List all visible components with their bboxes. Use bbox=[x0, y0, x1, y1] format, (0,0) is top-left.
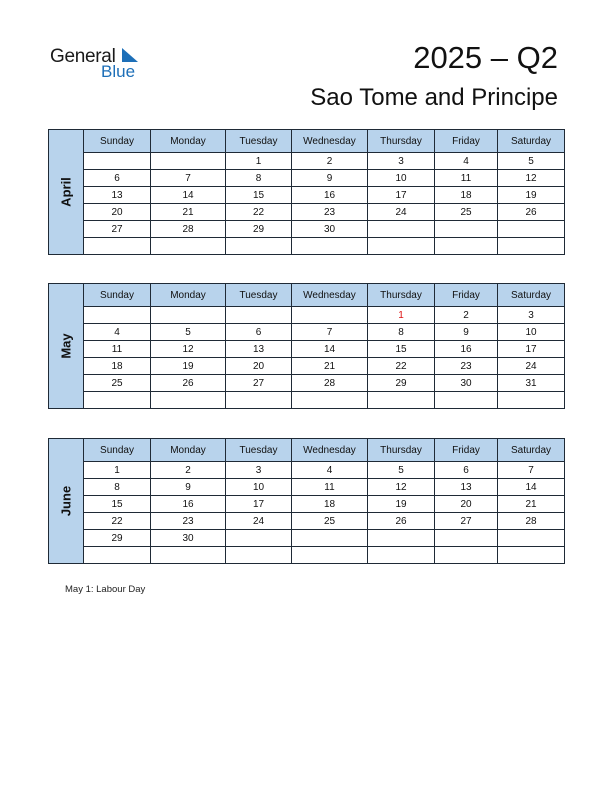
calendar-table bbox=[48, 283, 565, 409]
holiday-day-cell: 1 bbox=[368, 307, 435, 324]
day-cell: 27 bbox=[226, 375, 292, 392]
day-cell: 2 bbox=[435, 307, 498, 324]
week-row bbox=[49, 341, 565, 358]
day-cell: 12 bbox=[151, 341, 226, 358]
day-cell: 11 bbox=[435, 170, 498, 187]
day-cell: 19 bbox=[151, 358, 226, 375]
day-cell: 13 bbox=[435, 479, 498, 496]
weekday-header: Tuesday bbox=[226, 439, 292, 462]
week-row bbox=[49, 204, 565, 221]
day-cell: 28 bbox=[498, 513, 565, 530]
day-cell: 6 bbox=[226, 324, 292, 341]
day-cell: 13 bbox=[226, 341, 292, 358]
month-label bbox=[49, 130, 84, 255]
day-cell: 25 bbox=[292, 513, 368, 530]
day-cell: 31 bbox=[498, 375, 565, 392]
day-cell: 21 bbox=[151, 204, 226, 221]
calendar-table bbox=[48, 129, 565, 255]
day-cell bbox=[368, 221, 435, 238]
week-row bbox=[49, 547, 565, 564]
week-row bbox=[49, 513, 565, 530]
day-cell: 29 bbox=[84, 530, 151, 547]
day-cell: 14 bbox=[292, 341, 368, 358]
day-cell bbox=[435, 221, 498, 238]
day-cell bbox=[498, 392, 565, 409]
week-row bbox=[49, 530, 565, 547]
week-row bbox=[49, 358, 565, 375]
weekday-header: Sunday bbox=[84, 284, 151, 307]
weekday-header: Friday bbox=[435, 284, 498, 307]
day-cell: 27 bbox=[435, 513, 498, 530]
day-cell bbox=[151, 307, 226, 324]
weekday-header: Thursday bbox=[368, 284, 435, 307]
day-cell bbox=[151, 547, 226, 564]
day-cell: 20 bbox=[226, 358, 292, 375]
day-cell: 29 bbox=[226, 221, 292, 238]
day-cell: 8 bbox=[226, 170, 292, 187]
day-cell: 11 bbox=[292, 479, 368, 496]
day-cell bbox=[498, 547, 565, 564]
weekday-header: Saturday bbox=[498, 130, 565, 153]
week-row bbox=[49, 238, 565, 255]
day-cell bbox=[226, 307, 292, 324]
day-cell: 4 bbox=[292, 462, 368, 479]
day-cell: 6 bbox=[84, 170, 151, 187]
day-cell bbox=[84, 547, 151, 564]
day-cell bbox=[368, 530, 435, 547]
weekday-header: Sunday bbox=[84, 130, 151, 153]
day-cell bbox=[292, 307, 368, 324]
weekday-header: Monday bbox=[151, 130, 226, 153]
day-cell: 3 bbox=[368, 153, 435, 170]
week-row bbox=[49, 479, 565, 496]
week-row bbox=[49, 187, 565, 204]
day-cell: 1 bbox=[84, 462, 151, 479]
day-cell: 23 bbox=[292, 204, 368, 221]
month-label bbox=[49, 284, 84, 409]
day-cell: 26 bbox=[151, 375, 226, 392]
day-cell: 22 bbox=[368, 358, 435, 375]
day-cell: 10 bbox=[498, 324, 565, 341]
day-cell: 6 bbox=[435, 462, 498, 479]
day-cell: 24 bbox=[498, 358, 565, 375]
day-cell bbox=[368, 238, 435, 255]
page-title: 2025 – Q2 bbox=[413, 40, 558, 75]
day-cell bbox=[498, 221, 565, 238]
day-cell: 8 bbox=[368, 324, 435, 341]
day-cell: 4 bbox=[435, 153, 498, 170]
day-cell bbox=[151, 392, 226, 409]
day-cell bbox=[435, 530, 498, 547]
day-cell: 15 bbox=[368, 341, 435, 358]
week-row bbox=[49, 496, 565, 513]
logo-general-text: General bbox=[50, 46, 116, 67]
day-cell: 12 bbox=[368, 479, 435, 496]
weekday-header: Sunday bbox=[84, 439, 151, 462]
weekday-header: Friday bbox=[435, 130, 498, 153]
day-cell: 17 bbox=[368, 187, 435, 204]
day-cell bbox=[226, 547, 292, 564]
day-cell bbox=[151, 238, 226, 255]
weekday-header: Friday bbox=[435, 439, 498, 462]
day-cell bbox=[226, 530, 292, 547]
day-cell: 16 bbox=[151, 496, 226, 513]
day-cell: 14 bbox=[151, 187, 226, 204]
day-cell: 15 bbox=[84, 496, 151, 513]
day-cell: 28 bbox=[292, 375, 368, 392]
day-cell bbox=[368, 547, 435, 564]
week-row bbox=[49, 462, 565, 479]
day-cell: 3 bbox=[226, 462, 292, 479]
day-cell bbox=[226, 392, 292, 409]
day-cell: 14 bbox=[498, 479, 565, 496]
day-cell: 30 bbox=[151, 530, 226, 547]
week-row bbox=[49, 375, 565, 392]
day-cell: 2 bbox=[151, 462, 226, 479]
day-cell bbox=[292, 392, 368, 409]
day-cell bbox=[292, 547, 368, 564]
day-cell bbox=[498, 238, 565, 255]
country-name: Sao Tome and Principe bbox=[310, 84, 558, 111]
day-cell: 28 bbox=[151, 221, 226, 238]
logo-blue-text: Blue bbox=[101, 62, 136, 81]
day-cell: 24 bbox=[226, 513, 292, 530]
weekday-header: Tuesday bbox=[226, 284, 292, 307]
day-cell: 25 bbox=[84, 375, 151, 392]
day-cell: 22 bbox=[84, 513, 151, 530]
month-calendar bbox=[48, 283, 564, 409]
day-cell: 29 bbox=[368, 375, 435, 392]
weekday-header: Monday bbox=[151, 439, 226, 462]
day-cell bbox=[435, 547, 498, 564]
day-cell bbox=[226, 238, 292, 255]
month-name: April bbox=[58, 177, 74, 207]
day-cell: 30 bbox=[292, 221, 368, 238]
weekday-header: Saturday bbox=[498, 284, 565, 307]
day-cell bbox=[498, 530, 565, 547]
day-cell: 13 bbox=[84, 187, 151, 204]
day-cell: 9 bbox=[292, 170, 368, 187]
day-cell: 30 bbox=[435, 375, 498, 392]
day-cell: 7 bbox=[292, 324, 368, 341]
day-cell: 4 bbox=[84, 324, 151, 341]
weekday-header: Thursday bbox=[368, 439, 435, 462]
day-cell: 26 bbox=[498, 204, 565, 221]
day-cell: 23 bbox=[435, 358, 498, 375]
day-cell bbox=[368, 392, 435, 409]
day-cell bbox=[292, 530, 368, 547]
weekday-header: Saturday bbox=[498, 439, 565, 462]
day-cell bbox=[84, 392, 151, 409]
day-cell: 27 bbox=[84, 221, 151, 238]
day-cell: 24 bbox=[368, 204, 435, 221]
day-cell: 20 bbox=[84, 204, 151, 221]
day-cell: 26 bbox=[368, 513, 435, 530]
day-cell: 17 bbox=[226, 496, 292, 513]
day-cell bbox=[84, 153, 151, 170]
weekday-header: Monday bbox=[151, 284, 226, 307]
day-cell bbox=[435, 238, 498, 255]
day-cell: 9 bbox=[435, 324, 498, 341]
day-cell: 16 bbox=[292, 187, 368, 204]
day-cell: 5 bbox=[368, 462, 435, 479]
day-cell: 19 bbox=[498, 187, 565, 204]
day-cell: 25 bbox=[435, 204, 498, 221]
day-cell: 19 bbox=[368, 496, 435, 513]
month-calendar bbox=[48, 129, 564, 255]
calendar-table bbox=[48, 438, 565, 564]
day-cell bbox=[84, 307, 151, 324]
day-cell: 10 bbox=[226, 479, 292, 496]
day-cell: 1 bbox=[226, 153, 292, 170]
day-cell: 18 bbox=[435, 187, 498, 204]
weekday-header: Wednesday bbox=[292, 284, 368, 307]
month-name: May bbox=[58, 333, 74, 359]
day-cell: 10 bbox=[368, 170, 435, 187]
week-row bbox=[49, 170, 565, 187]
day-cell: 15 bbox=[226, 187, 292, 204]
day-cell: 9 bbox=[151, 479, 226, 496]
day-cell: 12 bbox=[498, 170, 565, 187]
day-cell: 17 bbox=[498, 341, 565, 358]
day-cell bbox=[151, 153, 226, 170]
day-cell: 16 bbox=[435, 341, 498, 358]
month-calendar bbox=[48, 438, 564, 564]
day-cell: 8 bbox=[84, 479, 151, 496]
generalblue-logo bbox=[48, 44, 148, 84]
weekday-header: Tuesday bbox=[226, 130, 292, 153]
weekday-header: Thursday bbox=[368, 130, 435, 153]
weekday-header: Wednesday bbox=[292, 439, 368, 462]
month-name: June bbox=[58, 485, 74, 517]
holiday-note: May 1: Labour Day bbox=[65, 584, 146, 595]
week-row bbox=[49, 392, 565, 409]
day-cell: 5 bbox=[498, 153, 565, 170]
day-cell: 22 bbox=[226, 204, 292, 221]
day-cell: 21 bbox=[292, 358, 368, 375]
week-row bbox=[49, 221, 565, 238]
week-row bbox=[49, 307, 565, 324]
day-cell: 20 bbox=[435, 496, 498, 513]
day-cell: 7 bbox=[151, 170, 226, 187]
weekday-header: Wednesday bbox=[292, 130, 368, 153]
day-cell: 23 bbox=[151, 513, 226, 530]
day-cell: 2 bbox=[292, 153, 368, 170]
day-cell: 21 bbox=[498, 496, 565, 513]
day-cell bbox=[84, 238, 151, 255]
day-cell: 3 bbox=[498, 307, 565, 324]
month-label bbox=[49, 439, 84, 564]
day-cell bbox=[435, 392, 498, 409]
day-cell: 7 bbox=[498, 462, 565, 479]
week-row bbox=[49, 153, 565, 170]
day-cell: 18 bbox=[292, 496, 368, 513]
day-cell: 11 bbox=[84, 341, 151, 358]
week-row bbox=[49, 324, 565, 341]
day-cell: 5 bbox=[151, 324, 226, 341]
day-cell bbox=[292, 238, 368, 255]
day-cell: 18 bbox=[84, 358, 151, 375]
